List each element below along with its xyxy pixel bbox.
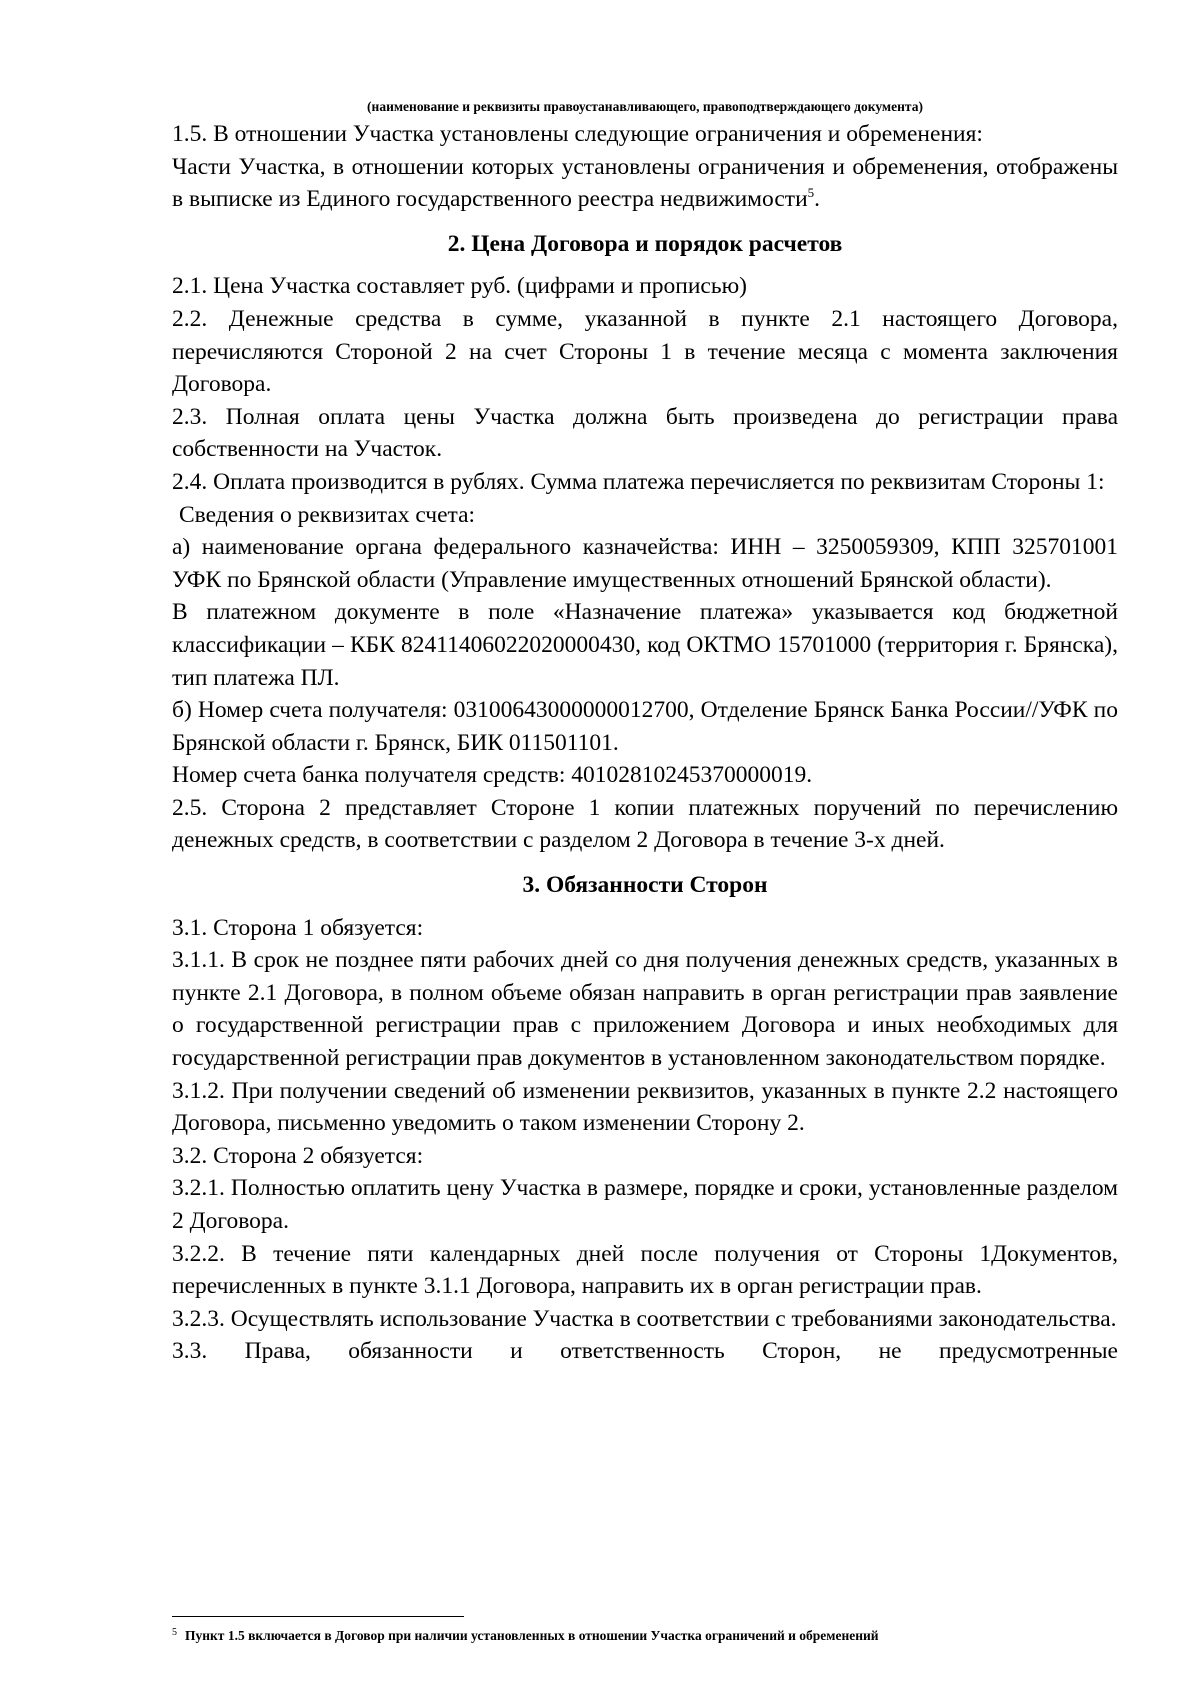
- paragraph-2-3: 2.3. Полная оплата цены Участка должна быть произведена до регистрации права собственности на Участок.: [172, 403, 1118, 463]
- paragraph-2-4: 2.4. Оплата производится в рублях. Сумма платежа перечисляется по реквизитам Стороны 1:: [172, 468, 1105, 495]
- footnote-text: Пункт 1.5 включается в Договор при наличии установленных в отношении Участка ограничений и обременений: [185, 1628, 879, 1643]
- section-3-heading: 3. Обязанности Сторон: [522, 872, 768, 899]
- document-body: [172, 98, 1118, 1368]
- paragraph-2-1: 2.1. Цена Участка составляет руб. (цифрами и прописью): [172, 273, 747, 300]
- paragraph-2-5: 2.5. Сторона 2 представляет Стороне 1 копии платежных поручений по перечислению денежных средств, в соответствии с разделом 2 Договора в течение 3-х дней.: [172, 794, 1118, 854]
- paragraph-3-1-2: 3.1.2. При получении сведений об изменении реквизитов, указанных в пункте 2.2 настоящего Договора, письменно уведомить о таком изменении Сторону 2.: [172, 1077, 1118, 1137]
- paragraph-payment-document: В платежном документе в поле «Назначение платежа» указывается код бюджетной классификации – КБК 82411406022020000430, код ОКТМО 15701000 (территория г. Брянска), тип платежа ПЛ.: [172, 599, 1118, 691]
- paragraph-b-recipient-account: б) Номер счета получателя: 03100643000000012700, Отделение Брянск Банка России//УФК по Брянской области г. Брянск, БИК 011501101.: [172, 697, 1118, 756]
- paragraph-1-5: 1.5. В отношении Участка установлены следующие ограничения и обременения:: [172, 121, 983, 147]
- paragraph-3-2-1: 3.2.1. Полностью оплатить цену Участка в размере, порядке и сроки, установленные разделом 2 Договора.: [172, 1175, 1118, 1234]
- footnote: [172, 1627, 1132, 1645]
- document-caption: (наименование и реквизиты правоустанавливающего, правоподтверждающего документа): [367, 99, 923, 114]
- footnote-mark: 5: [172, 1626, 177, 1638]
- paragraph-3-1: 3.1. Сторона 1 обязуется:: [172, 914, 424, 941]
- paragraph-1-5-parts: [172, 151, 1118, 216]
- paragraph-3-2-3: 3.2.3. Осуществлять использование Участка в соответствии с требованиями законодательства.: [172, 1305, 1117, 1332]
- paragraph-2-2: 2.2. Денежные средства в сумме, указанной в пункте 2.1 настоящего Договора, перечисляются Стороной 2 на счет Стороны 1 в течение месяца с момента заключения Договора.: [172, 305, 1118, 398]
- paragraph-1-5-end: .: [814, 186, 821, 213]
- paragraph-bank-account: Номер счета банка получателя средств: 40102810245370000019.: [172, 762, 813, 789]
- paragraph-3-1-1: 3.1.1. В срок не позднее пяти рабочих дней со дня получения денежных средств, указанных в пункте 2.1 Договора, в полном объеме обязан направить в орган регистрации прав заявление о государственной регистрации прав с приложением Договора и иных необходимых для государственной регистрации прав документов в установленном законодательством порядке.: [172, 947, 1118, 1072]
- footnote-reference[interactable]: 5: [807, 185, 815, 201]
- paragraph-3-2: 3.2. Сторона 2 обязуется:: [172, 1142, 424, 1169]
- paragraph-3-3: 3.3. Права, обязанности и ответственность Сторон, не предусмотренные: [172, 1338, 1118, 1365]
- paragraph-3-2-2: 3.2.2. В течение пяти календарных дней после получения от Стороны 1Документов, перечисленных в пункте 3.1.1 Договора, направить их в орган регистрации прав.: [172, 1240, 1118, 1300]
- paragraph-account-info: Сведения о реквизитах счета:: [179, 501, 476, 528]
- footnote-separator: [172, 1616, 464, 1617]
- paragraph-a-treasury: а) наименование органа федерального казначейства: ИНН – 3250059309, КПП 325701001 УФК по Брянской области (Управление имущественных отношений Брянской области).: [172, 534, 1118, 593]
- section-2-heading: 2. Цена Договора и порядок расчетов: [447, 230, 843, 257]
- paragraph-1-5-parts-text: Части Участка, в отношении которых установлены ограничения и обременения, отображены в выписке из Единого государственного реестра недвижимости: [172, 153, 1118, 213]
